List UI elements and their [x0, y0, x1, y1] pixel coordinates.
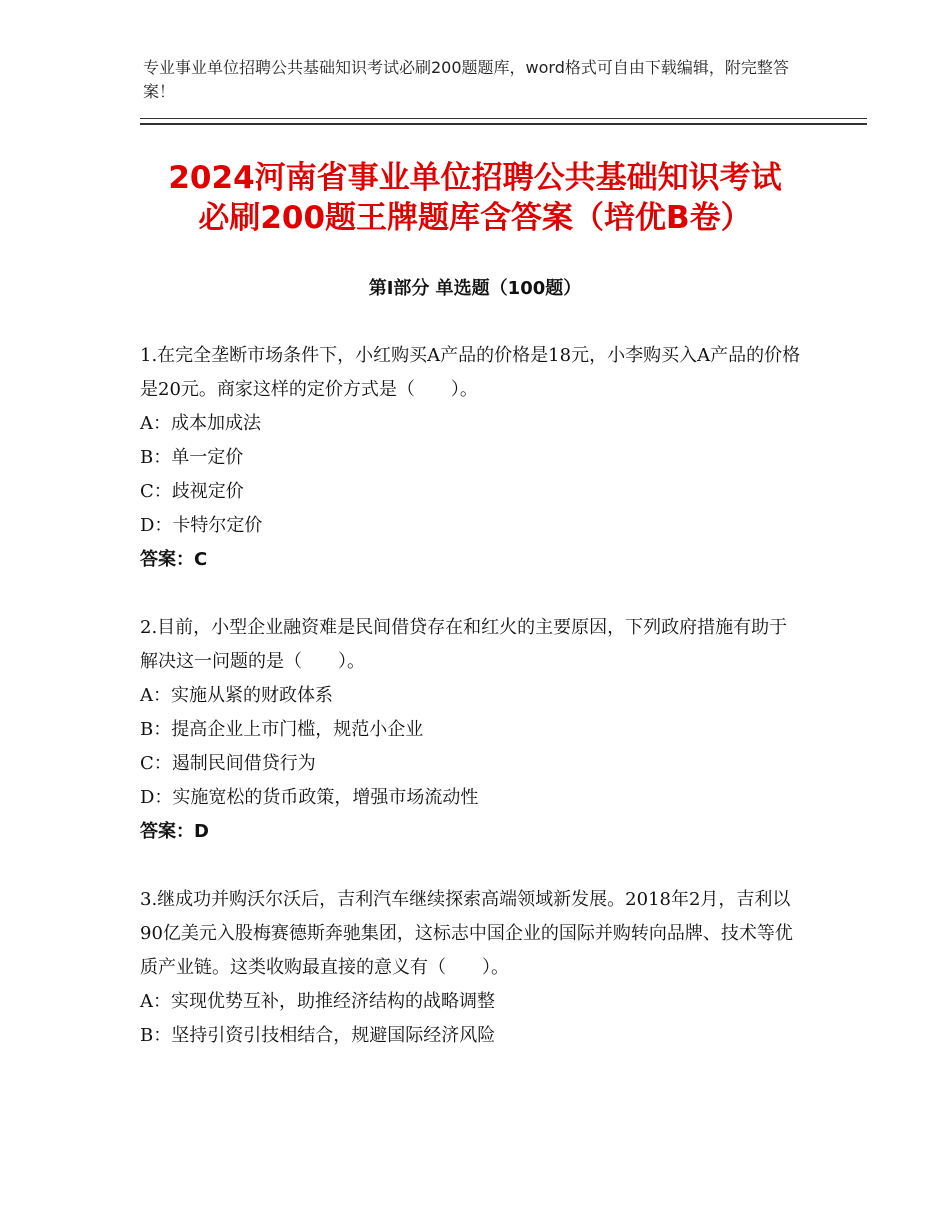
option-d: D：实施宽松的货币政策，增强市场流动性 [140, 787, 479, 808]
option-c: C：歧视定价 [140, 481, 244, 502]
title-line-1: 2024河南省事业单位招聘公共基础知识考试 [168, 160, 782, 196]
question-1 [140, 339, 805, 577]
answer: 答案：D [140, 821, 209, 842]
option-a: A：成本加成法 [140, 413, 261, 434]
option-b: B：坚持引资引技相结合，规避国际经济风险 [140, 1025, 496, 1046]
answer: 答案：C [140, 549, 208, 570]
question-stem: 1.在完全垄断市场条件下，小红购买A产品的价格是18元，小李购买入A产品的价格是20元。商家这样的定价方式是（ ）。 [140, 345, 801, 400]
question-stem: 2.目前，小型企业融资难是民间借贷存在和红火的主要原因，下列政府措施有助于解决这一问题的是（ ）。 [140, 617, 788, 672]
title-line-2: 必刷200题王牌题库含答案（培优B卷） [198, 200, 752, 236]
header-divider-thick [140, 123, 867, 125]
option-d: D：卡特尔定价 [140, 515, 263, 536]
option-b: B：提高企业上市门槛，规范小企业 [140, 719, 424, 740]
option-a: A：实施从紧的财政体系 [140, 685, 333, 706]
question-stem: 3.继成功并购沃尔沃后，吉利汽车继续探索高端领域新发展。2018年2月，吉利以90亿美元入股梅赛德斯奔驰集团，这标志中国企业的国际并购转向品牌、技术等优质产业链。这类收购最直接的意义有（ ）。 [140, 889, 793, 978]
option-a: A：实现优势互补，助推经济结构的战略调整 [140, 991, 495, 1012]
question-3 [140, 883, 805, 1053]
question-2 [140, 611, 805, 849]
page-header-note: 专业事业单位招聘公共基础知识考试必刷200题题库，word格式可自由下载编辑，附完整答案！ [143, 58, 789, 101]
header-divider-thin [140, 118, 867, 119]
option-b: B：单一定价 [140, 447, 244, 468]
option-c: C：遏制民间借贷行为 [140, 753, 316, 774]
document-title [100, 158, 850, 238]
section-title: 第Ⅰ部分 单选题（100题） [368, 278, 582, 299]
